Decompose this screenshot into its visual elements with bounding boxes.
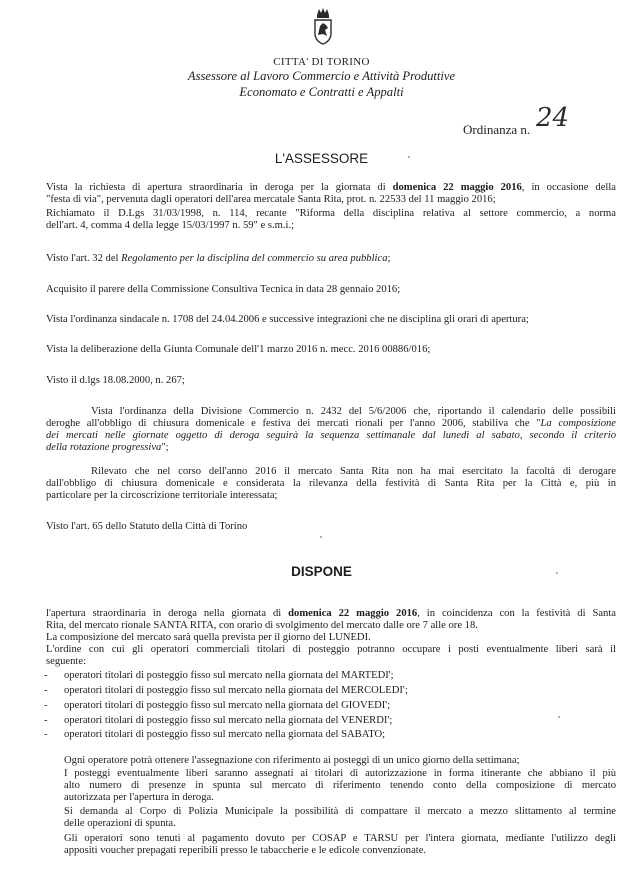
premise-line: Visto l'art. 32 del Regolamento per la disciplina del commercio su area pubblica; [46, 253, 391, 264]
department-line-1: Assessore al Lavoro Commercio e Attività Produttive [187, 69, 456, 83]
body-line: delle operazioni di spunta. [64, 818, 176, 829]
list-dash: - [44, 685, 48, 696]
premise-line: Rilevato che nel corso dell'anno 2016 il mercato Santa Rita non ha mai esercitato la facoltà di derogare [91, 466, 616, 477]
scan-speck [558, 716, 560, 718]
premise-line: "festa di via", pervenuta dagli operatori dell'area mercatale Santa Rita, prot. n. 22533 del 11 maggio 2016; [46, 194, 496, 205]
list-item: operatori titolari di posteggio fisso sul mercato nella giornata del VENERDI'; [64, 715, 393, 726]
body-line: Si demanda al Corpo di Polizia Municipale la possibilità di compattare il mercato a mezzo slittamento al termine [64, 806, 616, 817]
list-item: operatori titolari di posteggio fisso sul mercato nella giornata del SABATO; [64, 729, 386, 740]
coat-of-arms-icon [312, 6, 334, 46]
body-line: appositi voucher prepagati reperibili presso le tabaccherie e le edicole convenzionate. [64, 845, 427, 856]
document-title: L'ASSESSORE [274, 151, 369, 166]
list-item: operatori titolari di posteggio fisso sul mercato nella giornata del MERCOLEDI'; [64, 685, 408, 696]
premise-line: dell'art. 4, comma 4 della legge 15/03/1997 n. 59" e s.m.i.; [46, 220, 295, 231]
premise-line: Richiamato il D.Lgs 31/03/1998, n. 114, recante "Riforma della disciplina relativa al settore commercio, a norma [46, 208, 616, 219]
body-line: I posteggi eventualmente liberi saranno assegnati ai titolari di autorizzazione in forma itinerante che abbiano il più [64, 768, 616, 779]
list-dash: - [44, 700, 48, 711]
premise-line: Visto l'art. 65 dello Statuto della Città di Torino [46, 521, 248, 532]
scan-speck [556, 572, 558, 574]
premise-line: Vista l'ordinanza della Divisione Commercio n. 2432 del 5/6/2006 che, riportando il calendario delle possibili [91, 406, 616, 417]
premise-line: Vista l'ordinanza sindacale n. 1708 del 24.04.2006 e successive integrazioni che ne disciplina gli orari di apertura; [46, 314, 529, 325]
body-line: alto numero di presenze in spunta sul mercato di riferimento tenendo conto della composizione di mercato [64, 780, 616, 791]
list-item: operatori titolari di posteggio fisso sul mercato nella giornata del GIOVEDI'; [64, 700, 391, 711]
premise-line: dall'obbligo di chiusura domenicale e considerata la rilevanza della festività di Santa Rita per la Città e, più in [46, 478, 616, 489]
scan-speck [408, 156, 410, 158]
premise-line: dei mercati nelle giornate oggetto di deroga seguirà la sequenza settimanale dal lunedì al sabato, secondo il criterio [46, 430, 616, 441]
city-name: CITTA' DI TORINO [273, 56, 370, 68]
body-line: Ogni operatore potrà ottenere l'assegnazione con riferimento ai posteggi di un unico giorno della settimana; [64, 755, 520, 766]
premise-line: particolare per la circoscrizione territoriale interessata; [46, 490, 278, 501]
premise-line: Vista la richiesta di apertura straordinaria in deroga per la giornata di domenica 22 maggio 2016, in occasione della [46, 182, 616, 193]
scan-speck [320, 536, 322, 538]
list-dash: - [44, 729, 48, 740]
premise-line: Acquisito il parere della Commissione Consultiva Tecnica in data 28 gennaio 2016; [46, 284, 401, 295]
ordinanza-label: Ordinanza n. [463, 122, 531, 137]
body-line: l'apertura straordinaria in deroga nella giornata di domenica 22 maggio 2016, in coincidenza con la festività di Santa [46, 608, 616, 619]
body-line: La composizione del mercato sarà quella prevista per il giorno del LUNEDI. [46, 632, 371, 643]
premise-line: deroghe all'obbligo di chiusura domenicale e festiva dei mercati rionali per l'anno 2006, stabiliva che "La composizione [46, 418, 616, 429]
department-line-2: Economato e Contratti e Appalti [239, 85, 404, 99]
list-dash: - [44, 670, 48, 681]
list-dash: - [44, 715, 48, 726]
list-item: operatori titolari di posteggio fisso sul mercato nella giornata del MARTEDI'; [64, 670, 394, 681]
body-line: Gli operatori sono tenuti al pagamento dovuto per COSAP e TARSU per l'intera giornata, mediante l'utilizzo degli [64, 833, 616, 844]
ordinanza-number: 24 [536, 103, 570, 133]
premise-line: Vista la deliberazione della Giunta Comunale dell'1 marzo 2016 n. mecc. 2016 00886/016; [46, 344, 431, 355]
body-line: seguente: [46, 656, 87, 667]
premise-line: della rotazione progressiva"; [46, 442, 169, 453]
premise-line: Visto il d.lgs 18.08.2000, n. 267; [46, 375, 185, 386]
body-line: Rita, del mercato rionale SANTA RITA, con orario di svolgimento del mercato dalle ore 7 alle ore 18. [46, 620, 478, 631]
body-line: autorizzata per l'apertura in deroga. [64, 792, 214, 803]
body-line: L'ordine con cui gli operatori commerciali titolari di posteggio potranno occupare i posti eventualmente liberi sarà il [46, 644, 616, 655]
dispone-heading: DISPONE [291, 564, 352, 579]
